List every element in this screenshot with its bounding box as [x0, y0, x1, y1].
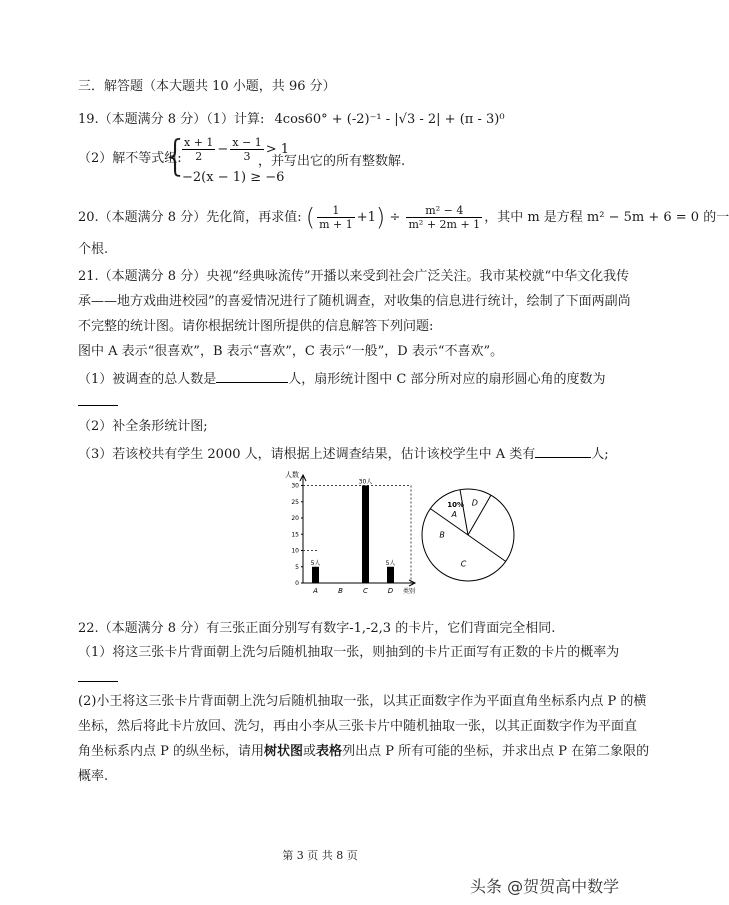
q22-part2-line1: (2)小王将这三张卡片背面朝上洗匀后随机抽取一张，以其正面数字作为平面直角坐标系内点 P 的横: [78, 694, 647, 709]
ineq1-left-fraction: $\frac{x + 1}{2}$: [184, 136, 214, 163]
inequality-2: −2(x − 1) ≥ −6: [182, 170, 285, 185]
answer-blank[interactable]: [216, 368, 288, 383]
q20-tail: ，其中 m 是方程 m² − 5m + 6 = 0 的一: [484, 210, 729, 225]
y-tick-label: 0: [295, 580, 299, 587]
watermark: 头条 @贺贺高中数学: [470, 877, 620, 896]
answer-blank[interactable]: [78, 667, 118, 682]
q22-part1-blank-line: [78, 667, 118, 688]
ineq1-right-fraction: $\frac{x - 1}{3}$: [232, 136, 262, 163]
y-tick-label: 5: [295, 563, 299, 571]
q21-line2: 承——地方戏曲进校园”的喜爱情况进行了随机调查，对收集的信息进行统计，绘制了下面两副尚: [78, 294, 631, 309]
q20-head: 20.（本题满分 8 分）先化简，再求值:: [78, 210, 302, 225]
pie-label: B: [439, 530, 445, 540]
q19-part2-head: （2）解不等式组:: [78, 151, 182, 166]
q21-part1-blank-line: [78, 391, 118, 412]
q21-line4: 图中 A 表示“很喜欢”，B 表示“喜欢”，C 表示“一般”，D 表示“不喜欢”。: [78, 344, 504, 359]
x-tick-label: D: [387, 587, 394, 595]
y-tick-label: 10: [291, 547, 299, 555]
emphasis-tree-diagram: 树状图: [264, 744, 304, 759]
pie-label: C: [460, 559, 467, 569]
y-axis-label: 人数: [285, 471, 299, 479]
bar: [387, 567, 394, 583]
x-tick-label: B: [338, 587, 343, 595]
answer-blank[interactable]: [535, 443, 591, 458]
q21-part3: （3）若该校共有学生 2000 人，请根据上述调查结果，估计该校学生中 A 类有 人;: [78, 443, 609, 464]
q22-part2-line4: 概率.: [78, 769, 109, 784]
pie-chart-layer: [422, 489, 514, 581]
x-tick-label: A: [313, 587, 318, 595]
q19-line1: [78, 111, 505, 129]
q22-line1: 22.（本题满分 8 分）有三张正面分别写有数字-1,-2,3 的卡片，它们背面完全相同.: [78, 621, 556, 636]
y-tick-label: 20: [291, 515, 299, 522]
pie-annotation: 10%: [447, 500, 464, 509]
y-tick-label: 25: [291, 498, 299, 506]
bar-data-label: 5人: [310, 559, 321, 567]
q22-part2-line2: 坐标，然后将此卡片放回、洗匀，再由小李从三张卡片中随机抽取一张，以其正面数字作为平面直: [78, 719, 638, 734]
pie-label: A: [451, 509, 457, 519]
q22-part1: （1）将这三张卡片背面朝上洗匀后随机抽取一张，则抽到的卡片正面写有正数的卡片的概率为: [78, 645, 620, 660]
bar-chart: [275, 465, 435, 605]
bar-chart-layer: [285, 470, 415, 595]
bar-data-label: 30人: [358, 478, 373, 486]
y-tick-label: 15: [291, 531, 299, 539]
q19-head: 19.（本题满分 8 分）（1）计算:: [78, 112, 265, 127]
q21-line3: 不完整的统计图。请你根据统计图所提供的信息解答下列问题:: [78, 319, 434, 334]
answer-blank[interactable]: [78, 391, 118, 406]
q22-part2-line3: 角坐标系内点 P 的纵坐标，请用树状图或表格列出点 P 所有可能的坐标，并求出点 P 在第二象限的: [78, 744, 650, 759]
x-tick-label: C: [363, 587, 368, 595]
system-brace: {: [162, 131, 189, 180]
pie-chart: [418, 485, 518, 585]
q20-continued: 个根.: [78, 242, 109, 257]
q19-part2-tail: ，并写出它的所有整数解.: [258, 154, 406, 169]
q20-line1: 20.（本题满分 8 分）先化简，再求值: ( $\frac{1}{m + 1}$ +1) ÷ $\frac{\text{m² − 4}}{\text{m² + 2m + 1}}$ ，其中 m 是方程 m² − 5m + 6 = 0 的一: [78, 203, 729, 232]
page-footer: 第 3 页 共 8 页: [282, 849, 358, 862]
emphasis-table: 表格: [316, 744, 343, 759]
pie-label: D: [471, 498, 478, 508]
section-title: 三．解答题（本大题共 10 小题，共 96 分）: [78, 79, 336, 94]
q20-fraction-2: $\frac{\text{m² − 4}}{\text{m² + 2m + 1}}$: [408, 204, 481, 231]
bar-data-label: 5人: [385, 559, 396, 567]
q21-part1: （1）被调查的总人数是 人，扇形统计图中 C 部分所对应的扇形圆心角的度数为: [78, 368, 606, 389]
q21-line1: 21.（本题满分 8 分）央视“经典咏流传”开播以来受到社会广泛关注。我市某校就“中华文化我传: [78, 269, 630, 284]
x-axis-label: 类别: [403, 588, 416, 595]
bar: [312, 567, 319, 583]
q20-fraction-1: $\frac{1}{m + 1}$: [319, 204, 353, 231]
q21-part2: （2）补全条形统计图;: [78, 419, 208, 434]
bar: [362, 486, 369, 584]
inequality-1: $\frac{x + 1}{2}$ − $\frac{x - 1}{3}$ > 1: [184, 136, 290, 163]
y-tick-label: 30: [291, 482, 299, 490]
q19-expression: 4cos60° + (-2)⁻¹ - |√3 - 2| + (π - 3)⁰: [274, 112, 505, 127]
